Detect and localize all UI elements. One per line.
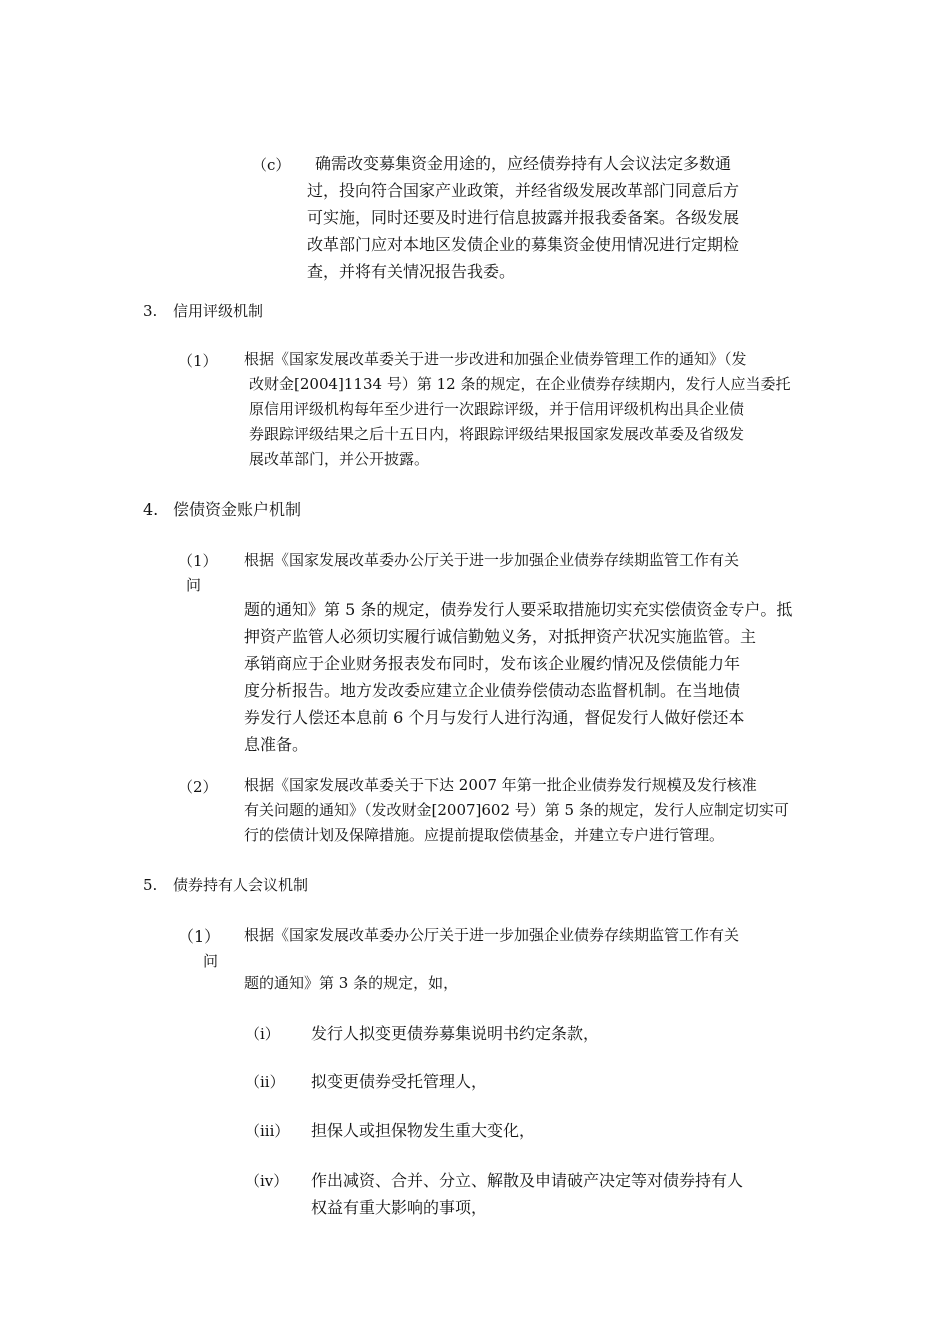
subitem-ii-marker: （ii）	[245, 1073, 285, 1091]
subitem-iv-marker: （iv）	[245, 1172, 289, 1190]
item-c-paragraph	[307, 150, 807, 285]
subitem-iv-paragraph	[311, 1167, 811, 1221]
item-c-line: 改革部门应对本地区发债企业的募集资金使用情况进行定期检	[307, 235, 740, 254]
section-4-item-1-marker-wrap: 问	[186, 576, 202, 594]
section-4-item-1-marker: （1）	[178, 552, 218, 570]
item-c-line: 可实施，同时还要及时进行信息披露并报我委备案。各级发展	[307, 208, 740, 227]
section-3-item-1-line: 原信用评级机构每年至少进行一次跟踪评级，并于信用评级机构出具企业债	[249, 400, 745, 418]
section-4-item-1-line: 度分析报告。地方发改委应建立企业债券偿债动态监督机制。在当地债	[244, 681, 741, 700]
section-5-item-1-marker: （1）	[178, 927, 221, 946]
section-4-item-2-line: 根据《国家发展改革委关于下达 2007 年第一批企业债券发行规模及发行核准	[244, 776, 757, 794]
item-c-line: 确需改变募集资金用途的，应经债券持有人会议法定多数通	[315, 154, 732, 173]
item-c-line: 过，投向符合国家产业政策，并经省级发展改革部门同意后方	[307, 181, 740, 200]
section-3-title: 信用评级机制	[173, 302, 264, 320]
item-c-marker: （c）	[252, 156, 291, 174]
section-4-item-2-line: 行的偿债计划及保障措施。应提前提取偿债基金，并建立专户进行管理。	[244, 826, 725, 844]
section-4-title: 偿债资金账户机制	[173, 500, 302, 519]
section-4-item-2-marker: （2）	[178, 778, 218, 796]
section-4-item-1-line: 押资产监管人必须切实履行诚信勤勉义务，对抵押资产状况实施监管。主	[244, 627, 757, 646]
section-4-item-1-paragraph	[244, 596, 809, 758]
item-c-line: 查，并将有关情况报告我委。	[307, 262, 516, 281]
section-3-item-1-marker: （1）	[178, 352, 218, 370]
section-5-item-1-second-line: 题的通知》第 3 条的规定，如，	[244, 974, 459, 992]
section-4-item-1-line: 承销商应于企业财务报表发布同时，发布该企业履约情况及偿债能力年	[244, 654, 741, 673]
section-4-item-2-line: 有关问题的通知》（发改财金[2007]602 号）第 5 条的规定，发行人应制定切实可	[244, 801, 789, 819]
section-4-item-1-line: 息准备。	[244, 735, 309, 754]
section-5-item-1-marker-wrap: 问	[203, 952, 219, 970]
subitem-ii-text: 拟变更债券受托管理人，	[311, 1072, 488, 1091]
section-3-item-1-paragraph	[244, 347, 809, 472]
section-5-title: 债券持有人会议机制	[173, 876, 309, 894]
subitem-iv-line: 权益有重大影响的事项，	[311, 1198, 488, 1217]
section-3-item-1-line: 展改革部门，并公开披露。	[249, 450, 430, 468]
subitem-iv-line: 作出减资、合并、分立、解散及申请破产决定等对债券持有人	[311, 1171, 744, 1190]
section-3-item-1-line: 券跟踪评级结果之后十五日内，将跟踪评级结果报国家发展改革委及省级发	[249, 425, 745, 443]
section-5-item-1-first-line: 根据《国家发展改革委办公厅关于进一步加强企业债券存续期监管工作有关	[244, 926, 740, 944]
section-4-item-1-line: 题的通知》第 5 条的规定，债券发行人要采取措施切实充实偿债资金专户。抵	[244, 600, 793, 619]
section-3-item-1-line: 改财金[2004]1134 号）第 12 条的规定，在企业债券存续期内，发行人应当委托	[249, 375, 791, 393]
section-5-number: 5.	[143, 876, 158, 894]
section-4-number: 4.	[143, 500, 159, 519]
subitem-iii-marker: （iii）	[245, 1122, 290, 1140]
section-4-item-2-paragraph	[244, 773, 809, 848]
section-3-number: 3.	[143, 302, 158, 320]
subitem-iii-text: 担保人或担保物发生重大变化，	[311, 1121, 536, 1140]
section-4-item-1-first-line: 根据《国家发展改革委办公厅关于进一步加强企业债券存续期监管工作有关	[244, 551, 740, 569]
section-4-item-1-line: 券发行人偿还本息前 6 个月与发行人进行沟通，督促发行人做好偿还本	[244, 708, 745, 727]
subitem-i-marker: （i）	[245, 1025, 280, 1043]
subitem-i-text: 发行人拟变更债券募集说明书约定条款，	[311, 1024, 600, 1043]
section-3-item-1-line: 根据《国家发展改革委关于进一步改进和加强企业债券管理工作的通知》（发	[244, 350, 747, 368]
